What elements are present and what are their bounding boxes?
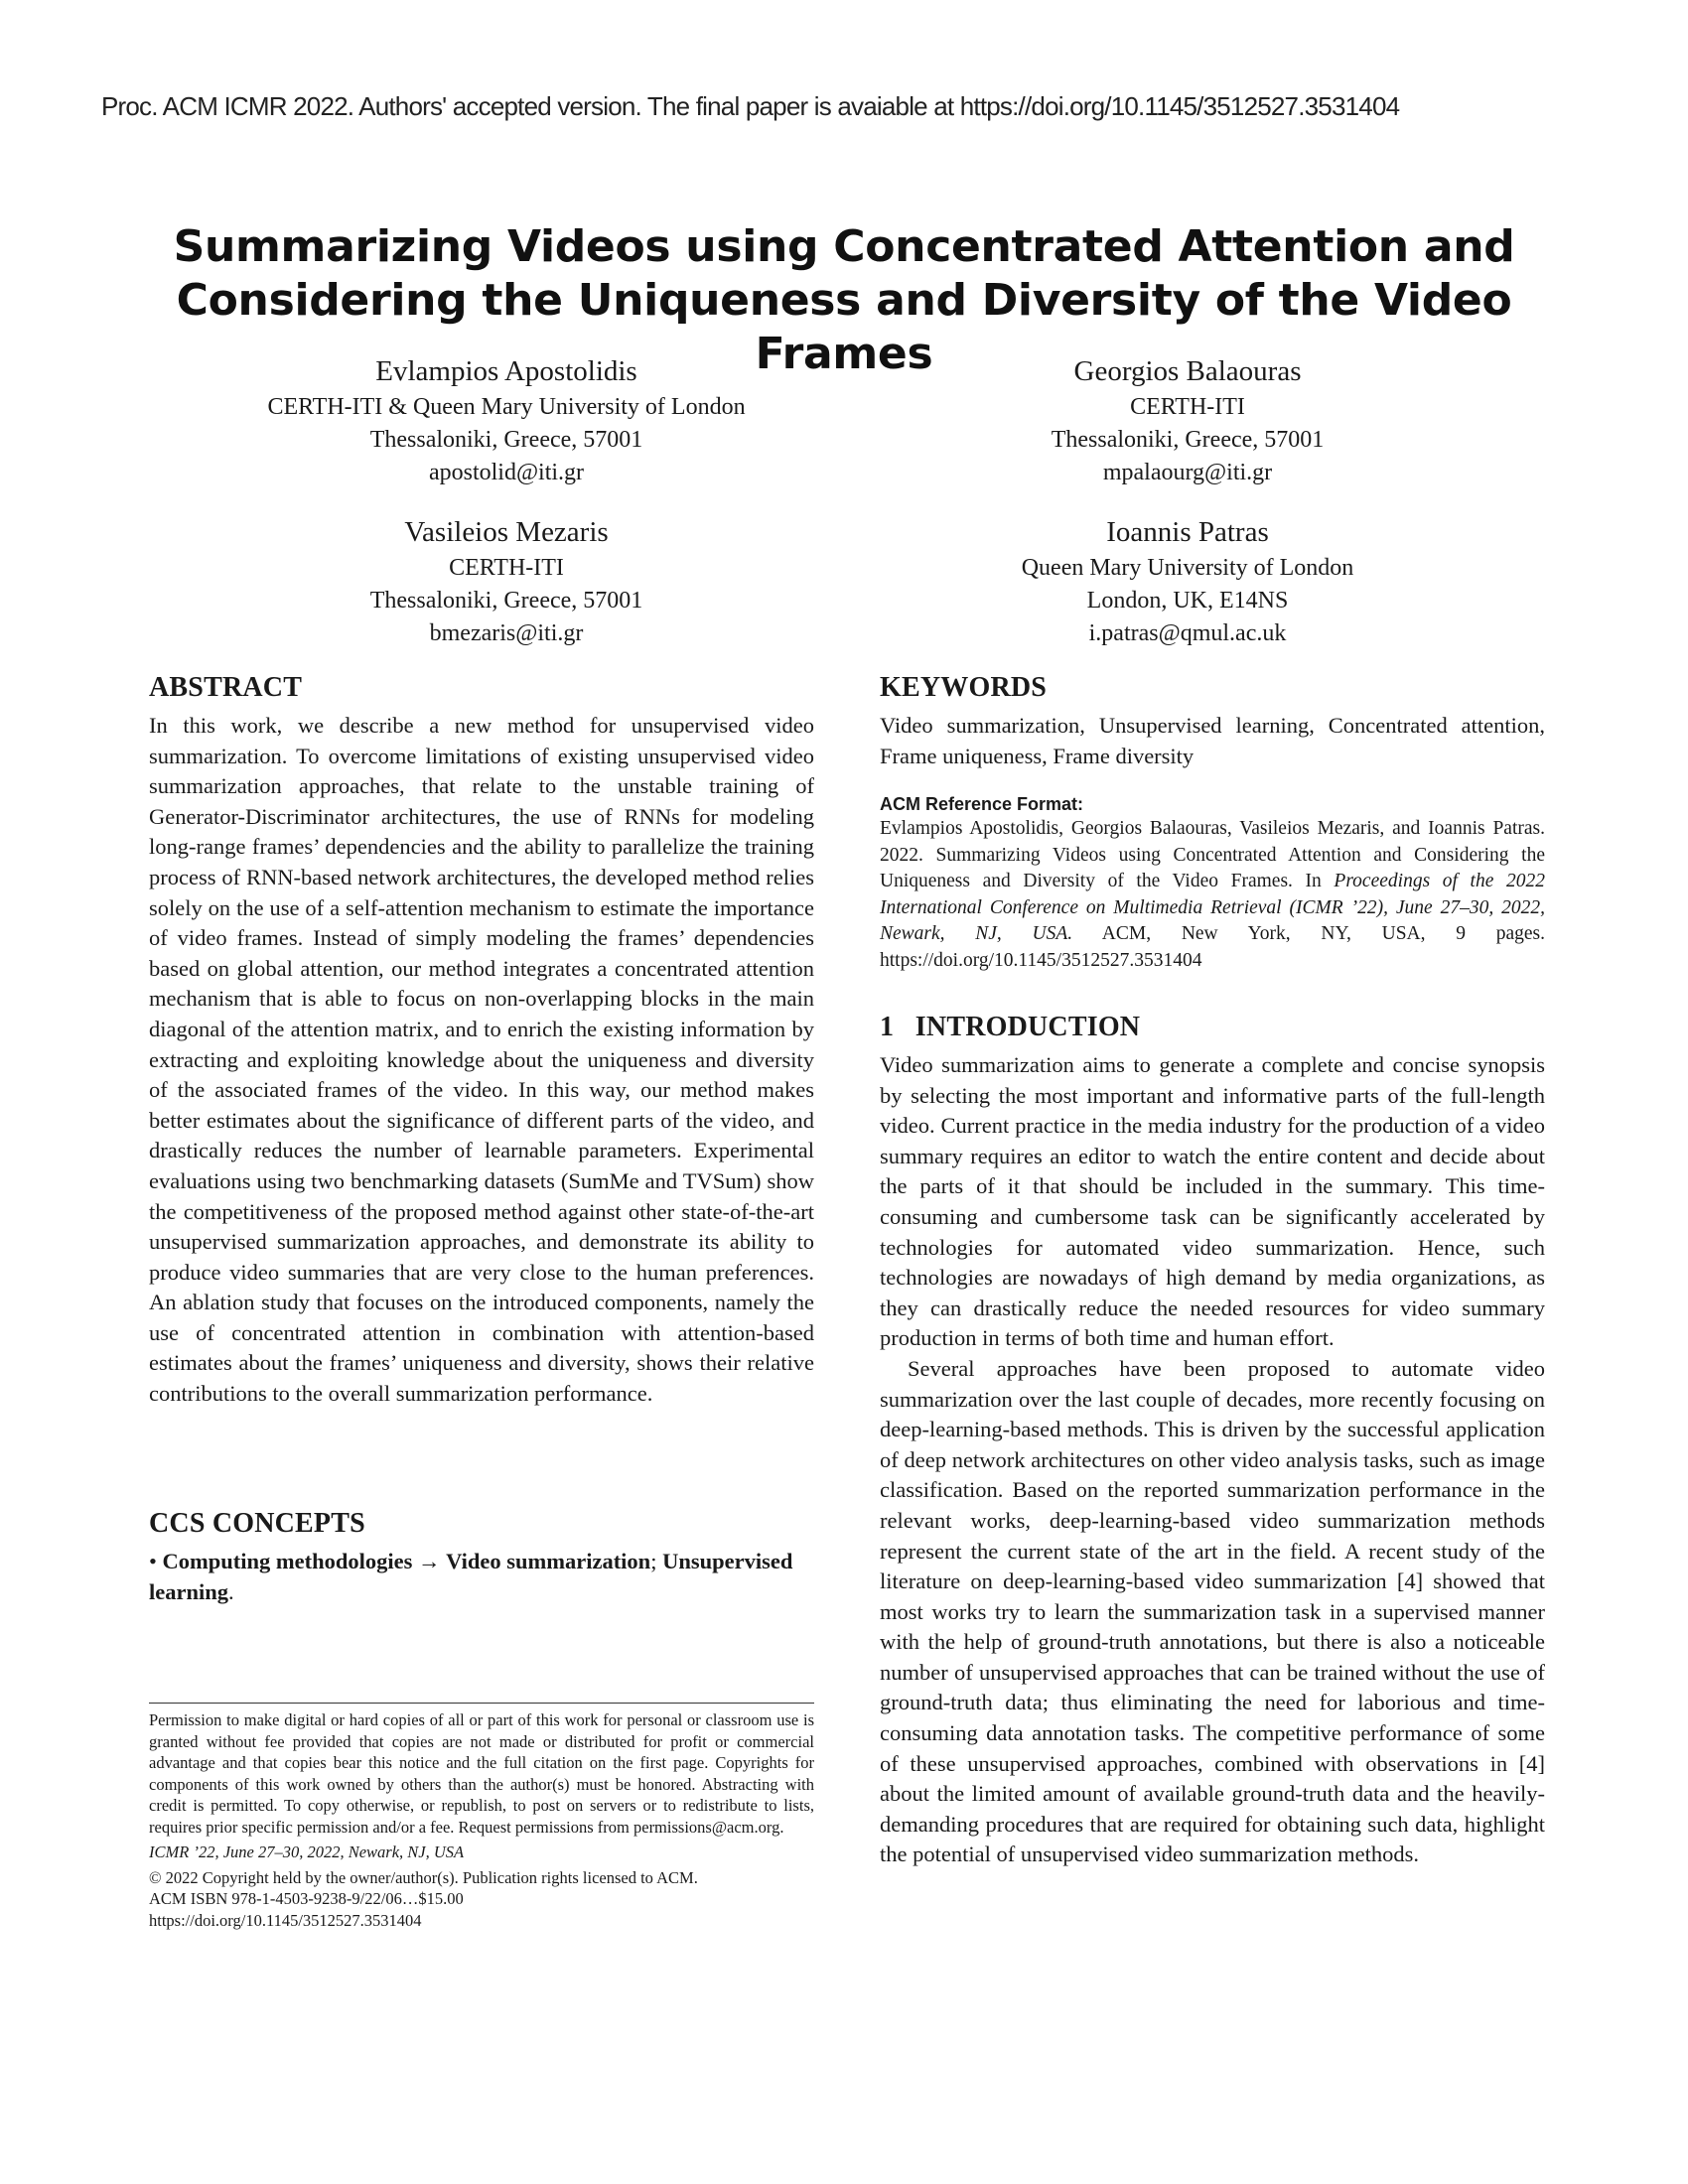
author-affiliation: Queen Mary University of London — [1021, 555, 1354, 581]
introduction-paragraph-1: Video summarization aims to generate a complete and concise synopsis by selecting the most important and informative parts of the full-length video. Current practice in the media industry for the production of a video summary requires an editor to watch the entire content and decide about the parts of it that should be included in the summary. This time-consuming and cumbersome task can be significantly accelerated by technologies for automated video summarization. Hence, such technologies are nowadays of high demand by media organizations, as they can drastically reduce the needed resources for video summary production in terms of both time and human effort. — [880, 1052, 1545, 1351]
title-line-1: Summarizing Videos using Concentrated Attention and — [173, 221, 1515, 272]
author-block-2 — [840, 353, 1535, 489]
footnote-section — [149, 1709, 814, 1931]
author-block-1 — [159, 353, 854, 489]
ccs-separator: ; — [650, 1549, 657, 1573]
ccs-section — [149, 1507, 814, 1607]
introduction-heading: 1 INTRODUCTION — [880, 1012, 1141, 1042]
author-block-3 — [159, 514, 854, 650]
author-location: Thessaloniki, Greece, 57001 — [369, 588, 643, 614]
ccs-term-computing: Computing methodologies — [162, 1549, 413, 1573]
author-email[interactable]: bmezaris@iti.gr — [429, 620, 584, 646]
ccs-end: . — [228, 1578, 234, 1604]
acm-reference-authors: Evlampios Apostolidis, Georgios Balaouras, Vasileios Mezaris, and Ioannis Patras. 2022. Summarizing Videos using Concentrated Attention and Considering the Uniqueness and Diversity of the Video Frames. In — [880, 818, 1545, 891]
keywords-section — [880, 671, 1545, 771]
author-email[interactable]: apostolid@iti.gr — [428, 460, 585, 485]
doi-line[interactable]: https://doi.org/10.1145/3512527.3531404 — [149, 1910, 422, 1930]
copyright-line: © 2022 Copyright held by the owner/author(s). Publication rights licensed to ACM. — [149, 1867, 698, 1887]
author-email[interactable]: i.patras@qmul.ac.uk — [1088, 620, 1287, 646]
acm-reference-text — [880, 816, 1545, 974]
acm-reference-section — [880, 792, 1545, 974]
ccs-arrow: → — [418, 1549, 441, 1573]
isbn-line: ACM ISBN 978-1-4503-9238-9/22/06…$15.00 — [149, 1889, 464, 1908]
keywords-heading: KEYWORDS — [880, 672, 1048, 703]
ccs-term-video-summarization: Video summarization — [446, 1549, 651, 1573]
author-affiliation: CERTH-ITI & Queen Mary University of London — [267, 394, 746, 420]
author-affiliation: CERTH-ITI — [449, 555, 564, 581]
ccs-heading: CCS CONCEPTS — [149, 1508, 365, 1539]
author-location: Thessaloniki, Greece, 57001 — [369, 427, 643, 453]
ccs-bullet: • — [149, 1549, 157, 1573]
author-name: Georgios Balaouras — [1073, 355, 1302, 387]
author-name: Ioannis Patras — [1106, 516, 1269, 548]
ccs-term-unsupervised: Unsupervised learning — [149, 1549, 793, 1604]
ccs-text — [149, 1547, 814, 1607]
introduction-section — [880, 1011, 1545, 1870]
abstract-text: In this work, we describe a new method for unsupervised video summarization. To overcome limitations of existing unsupervised video summarization approaches, that relate to the unstable training of Generator-Discriminator architectures, the use of RNNs for modeling long-range frames’ dependencies and the ability to parallelize the training process of RNN-based network architectures, the developed method relies solely on the use of a self-attention mechanism to estimate the importance of video frames. Instead of simply modeling the frames’ dependencies based on global attention, our method integrates a concentrated attention mechanism that is able to focus on non-overlapping blocks in the main diagonal of the attention matrix, and to enrich the existing information by extracting and exploiting knowledge about the uniqueness and diversity of the associated frames of the video. In this way, our method makes better estimates about the significance of different parts of the video, and drastically reduces the number of learnable parameters. Experimental evaluations using two benchmarking datasets (SumMe and TVSum) show the competitiveness of the proposed method against other state-of-the-art unsupervised summarization approaches, and demonstrate its ability to produce video summaries that are very close to the human preferences. An ablation study that focuses on the introduced components, namely the use of concentrated attention in combination with attention-based estimates about the frames’ uniqueness and diversity, shows their relative contributions to the overall summarization performance. — [149, 713, 814, 1407]
author-name: Vasileios Mezaris — [404, 516, 609, 548]
introduction-paragraph-2: Several approaches have been proposed to automate video summarization over the last couple of decades, more recently focusing on deep-learning-based methods. This is driven by the successful application of deep network architectures on other video analysis tasks, such as image classification. Based on the reported summarization performance in the relevant works, deep-learning-based video summarization methods represent the current state of the art in the field. A recent study of the literature on deep-learning-based video summarization [4] showed that most works try to learn the summarization task in a supervised manner with the help of ground-truth annotations, but there is also a noticeable number of unsupervised approaches that can be trained without the use of ground-truth data; thus eliminating the need for laborious and time-consuming data annotation tasks. The competitive performance of some of these unsupervised approaches, combined with observations in [4] about the limited amount of available ground-truth data and the heavily-demanding procedures that are required for obtaining such data, highlight the potential of unsupervised video summarization methods. — [880, 1355, 1545, 1867]
author-name: Evlampios Apostolidis — [375, 355, 637, 387]
permission-notice: Permission to make digital or hard copies of all or part of this work for personal or classroom use is granted without fee provided that copies are not made or distributed for profit or commercial advantage and that copies bear this notice and the full citation on the first page. Copyrights for components of this work owned by others than the author(s) must be honored. Abstracting with credit is permitted. To copy otherwise, or republish, to post on servers or to redistribute to lists, requires prior specific permission and/or a fee. Request permissions from permissions@acm.org. — [149, 1710, 814, 1837]
author-affiliation: CERTH-ITI — [1130, 394, 1245, 420]
author-email[interactable]: mpalaourg@iti.gr — [1102, 460, 1273, 485]
abstract-heading: ABSTRACT — [149, 672, 303, 703]
acm-reference-heading: ACM Reference Format: — [880, 794, 1084, 814]
abstract-section — [149, 671, 814, 1410]
venue-line: ICMR ’22, June 27–30, 2022, Newark, NJ, USA — [149, 1843, 465, 1861]
header-note: Proc. ACM ICMR 2022. Authors' accepted version. The final paper is avaiable at https://doi.org/10.1145/3512527.3531404 — [101, 91, 1400, 121]
author-block-4 — [840, 514, 1535, 650]
author-location: London, UK, E14NS — [1086, 588, 1289, 614]
acm-reference-publisher: ACM, New York, NY, USA, 9 pages. https://doi.org/10.1145/3512527.3531404 — [880, 923, 1545, 971]
acm-reference-proceedings: Proceedings of the 2022 International Conference on Multimedia Retrieval (ICMR ’22), June 27–30, 2022, Newark, NJ, USA. — [880, 871, 1546, 944]
title-line-2: Considering the Uniqueness and Diversity of the Video Frames — [176, 275, 1512, 379]
footnote-rule — [149, 1703, 814, 1704]
keywords-text: Video summarization, Unsupervised learning, Concentrated attention, Frame uniqueness, Frame diversity — [880, 713, 1545, 768]
author-location: Thessaloniki, Greece, 57001 — [1051, 427, 1325, 453]
